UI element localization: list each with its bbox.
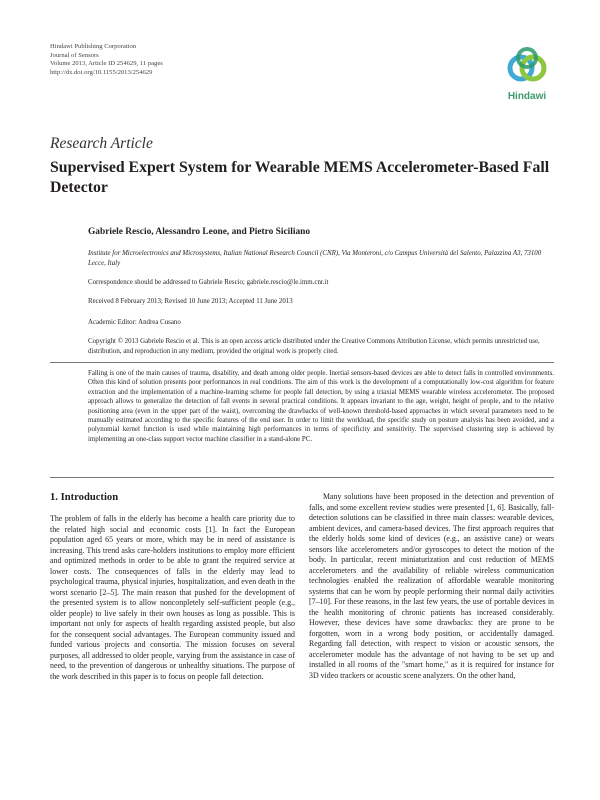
abstract: Falling is one of the main causes of trauma, disability, and death among older people. Inertial sensors-based devices are able to detect falls in controlled environments. Often this kind of solution presents poor performances in real conditions. The aim of this work is the development of a computationally low-cost algorithm for feature extraction and the implementation of a machine-learning scheme for people fall detection, by using a triaxial MEMS wearable wireless accelerometer. The proposed approach allows to generalize the detection of fall events in several practical conditions. It appears invariant to the age, weight, height of people, and to the relative positioning area (even in the upper part of the waist), overcoming the drawbacks of well-known threshold-based approaches in which several parameters need to be manually estimated according to the specific features of the end user. In order to limit the workload, the specific study on posture analysis has been avoided, and a polynomial kernel function is used while maintaining high performances in terms of specificity and sensitivity. The supervised clustering step is achieved by implementing an one-class support vector machine classifier in a stand-alone PC. [88, 370, 554, 443]
body-column-right: Many solutions have been proposed in the detection and prevention of falls, and some excellent review studies were presented [1, 6]. Basically, fall-detection solutions can be classified in three main classes: wearable devices, ambient devices, and camera-based devices. The first approach requires that the elderly holds some kind of devices (e.g., an assistive cane) or wears sensors like accelerometers and/or gyroscopes to detect the motion of the body. In particular, recent miniaturization and cost reduction of MEMS accelerometers and the availability of reliable wireless communication technologies enabled the realization of affordable wearable monitoring systems that can be worn by people performing their normal daily activities [7–10]. For these reasons, in the last few years, the use of portable devices in the health monitoring of chronic patients has increased considerably. However, these devices have some drawbacks: they are prone to be forgotten, worn in a wrong body position, or accidentally damaged. Regarding fall detection, with respect to vision or acoustic sensors, the accelerometer module has the advantage of not having to be set up and installed in all rooms of the "smart home," as it is required for instance for 3D video trackers or acoustic scene analyzers. On the other hand, [309, 492, 554, 680]
publisher-line: Hindawi Publishing Corporation [50, 43, 137, 50]
correspondence: Correspondence should be addressed to Gabriele Rescio; gabriele.rescio@le.imm.cnr.it [88, 279, 329, 286]
section-heading: 1. Introduction [50, 492, 119, 503]
divider-bottom [50, 477, 554, 478]
volume-line: Volume 2013, Article ID 254629, 11 pages [50, 60, 163, 68]
article-type: Research Article [50, 135, 153, 152]
affiliation: Institute for Microelectronics and Microsystems, Italian National Research Council (CNR), Via Monteroni, c/o Campus Università del Salento, Palazzina A3, 73100 Lecce, Italy [88, 250, 542, 267]
article-title: Supervised Expert System for Wearable MEMS Accelerometer-Based Fall Detector [50, 159, 550, 196]
copyright-notice: Copyright © 2013 Gabriele Rescio et al. This is an open access article distributed under the Creative Commons Attribution License, which permits unrestricted use, distribution, and reproduction in any medium, provided the original work is properly cited. [88, 338, 540, 355]
divider-top [50, 362, 554, 363]
hindawi-logo [498, 44, 556, 102]
author-list: Gabriele Rescio, Alessandro Leone, and Pietro Siciliano [88, 227, 311, 237]
academic-editor: Academic Editor: Andrea Cusano [88, 319, 181, 326]
hindawi-rings-icon [498, 44, 556, 90]
logo-text: Hindawi [507, 91, 547, 102]
doi-link[interactable]: http://dx.doi.org/10.1155/2013/254629 [50, 68, 153, 76]
body-column-left: The problem of falls in the elderly has become a health care priority due to the related high social and economic costs [1]. In fact the European population aged 65 years or more, which may be in need of assistance is increasing. This trend asks care-holders institutions to employ more efficient and optimized methods in order to be able to grant the required service at lower costs. The consequences of falls in the elderly may lead to psychological trauma, physical injuries, hospitalization, and even death in the worst scenario [2–5]. The main reason that pushed for the development of the presented system is to allow nonconpletely self-sufficient people (e.g., older people) to live safely in their own houses as long as possible. This is important not only for aspects of health regarding assisted people, but also for the consequent social advantages. The European community issued and funded various projects and consortia. The mission focuses on several purposes, all addressed to older people, varying from the assistance in case of need, to the prevention of dangerous or unhealthy situations. The purpose of the work described in this paper is to focus on people fall detection. [50, 514, 295, 681]
article-dates: Received 8 February 2013; Revised 10 June 2013; Accepted 11 June 2013 [88, 298, 293, 305]
journal-header [50, 43, 163, 77]
journal-name: Journal of Sensors [50, 51, 99, 59]
